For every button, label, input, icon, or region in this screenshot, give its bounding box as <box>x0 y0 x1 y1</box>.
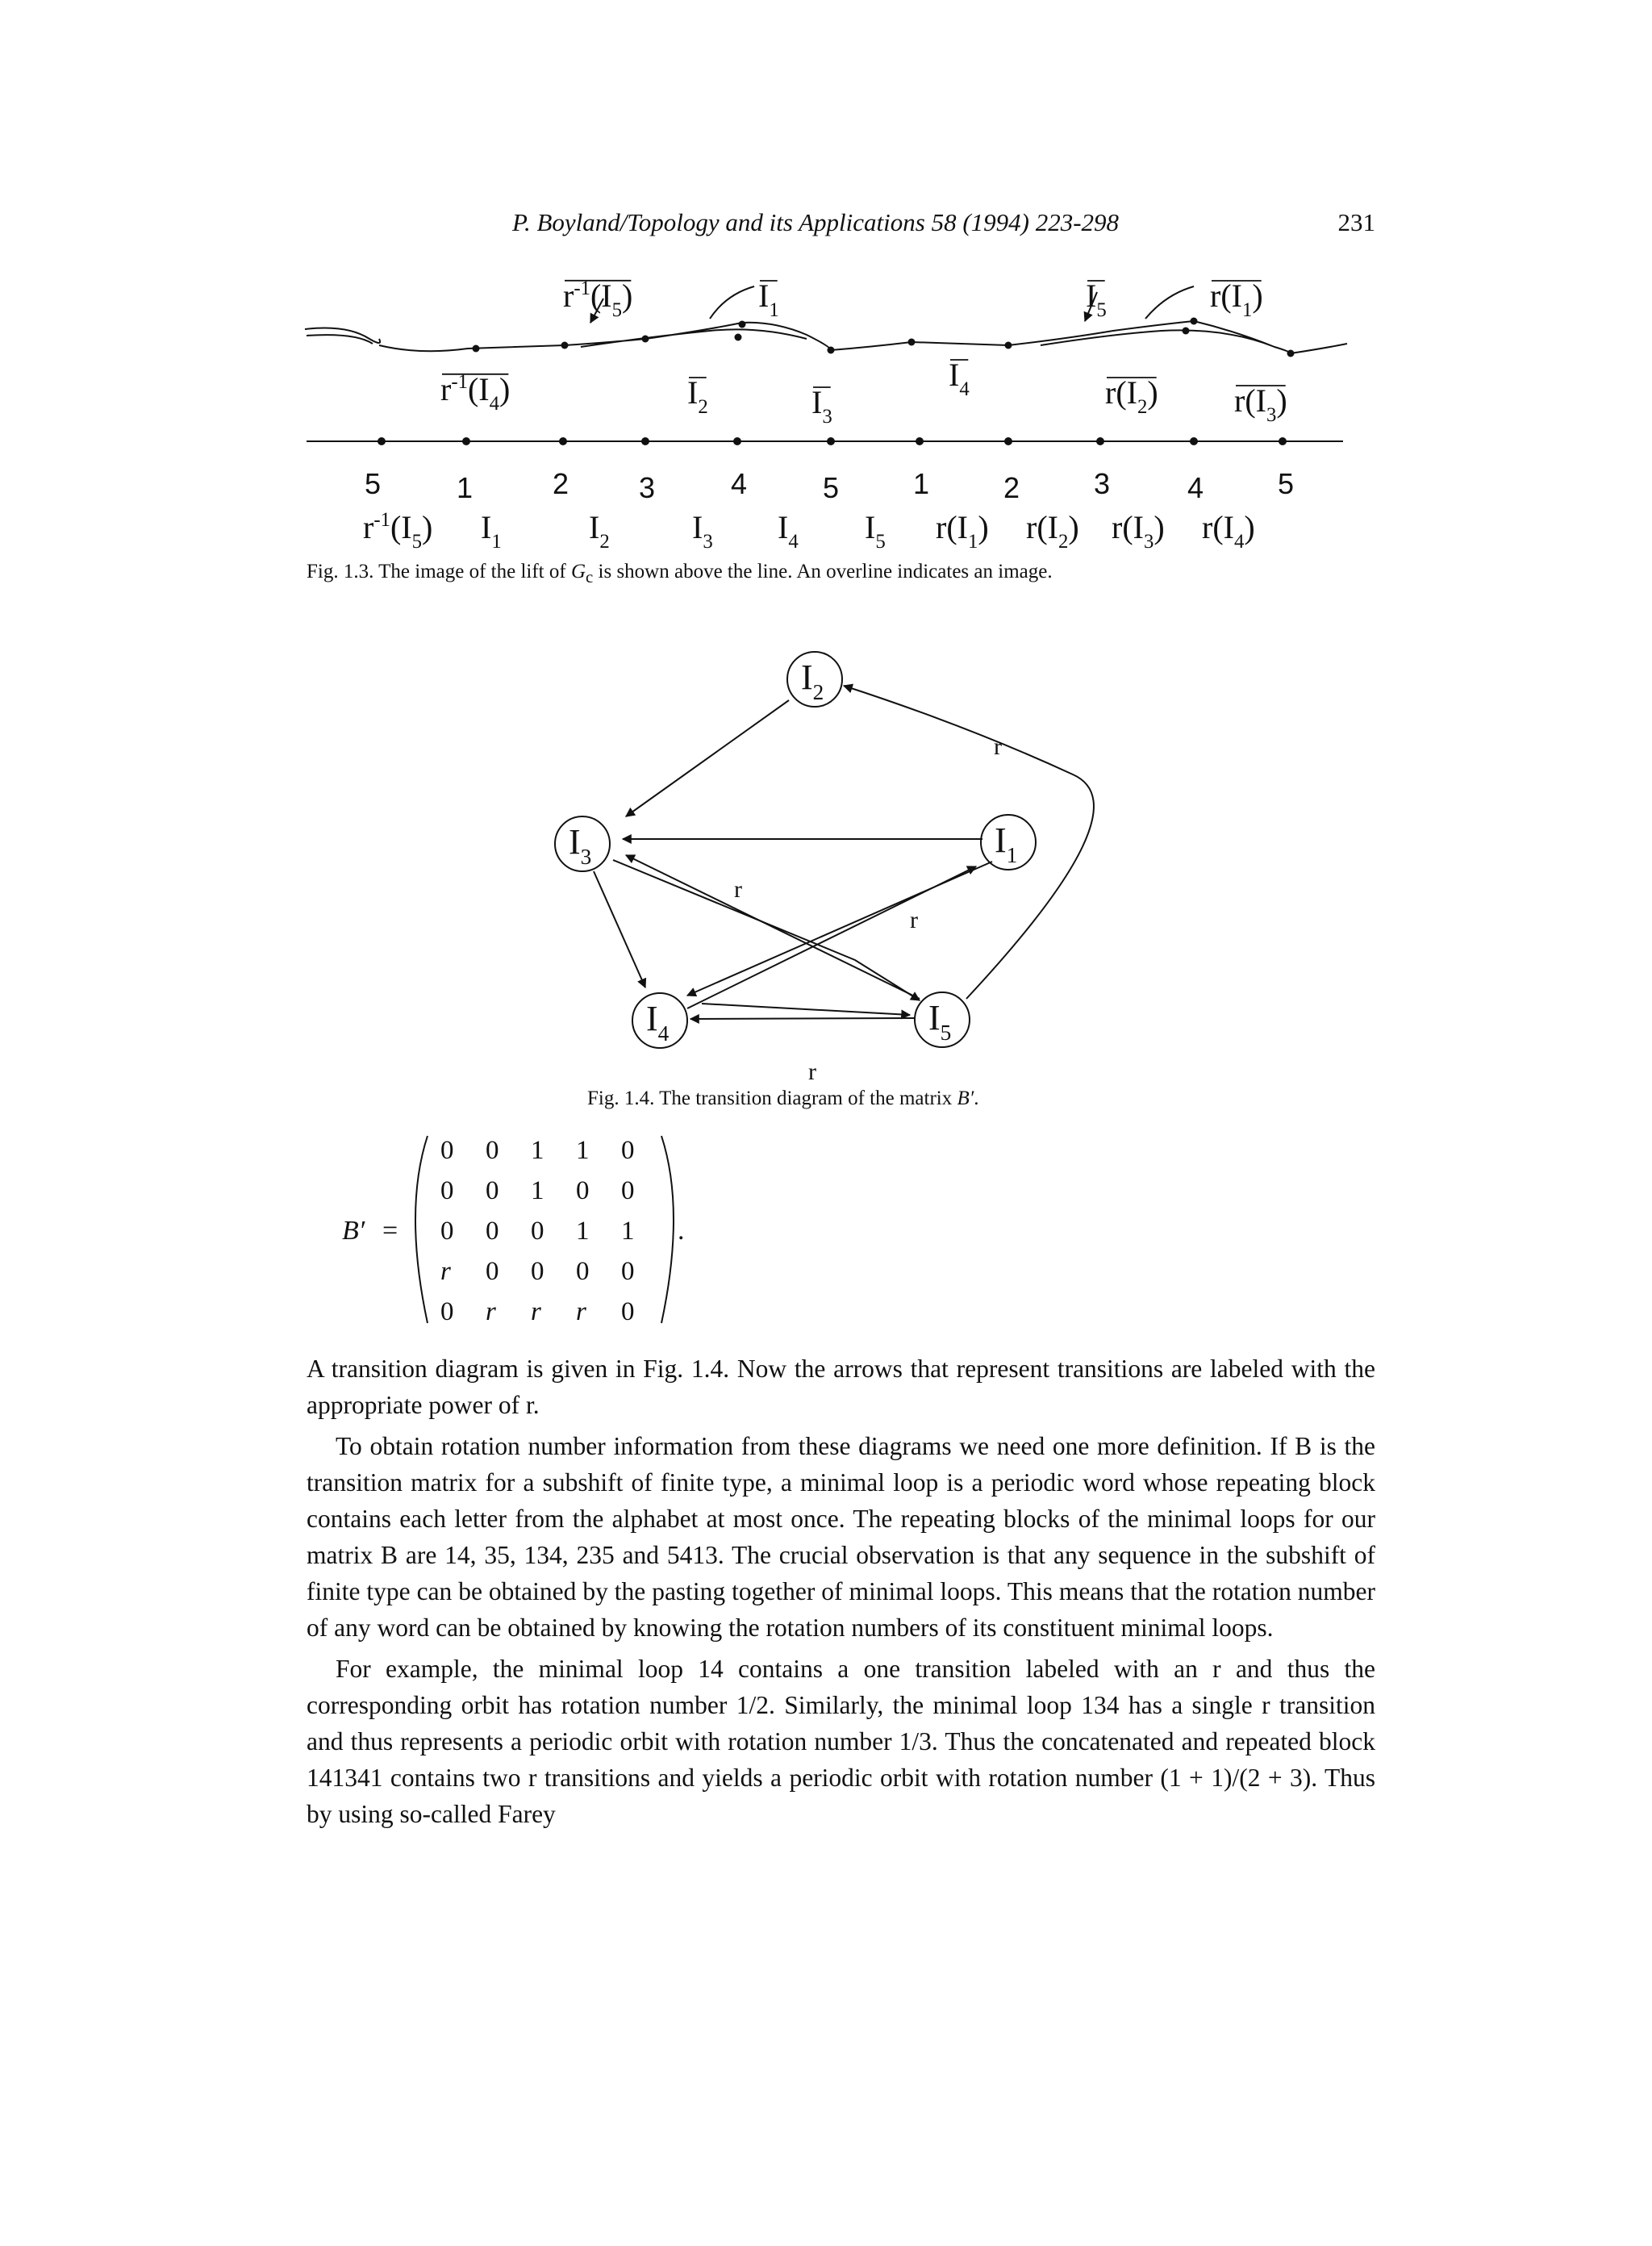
matrix-entry: r <box>531 1297 541 1326</box>
point-number: 3 <box>1094 467 1111 500</box>
image-curve <box>305 321 1347 353</box>
matrix-entry: 0 <box>440 1297 454 1326</box>
lift-point <box>1096 437 1104 445</box>
edge-i3-i5-path <box>613 860 920 1000</box>
lift-point <box>559 437 567 445</box>
curve-point <box>561 342 569 349</box>
matrix-entry: 1 <box>576 1217 590 1246</box>
point-number: 5 <box>365 467 382 500</box>
edge-i4-i5 <box>702 1004 910 1015</box>
matrix-entry: 1 <box>531 1136 544 1165</box>
matrix-entry: 1 <box>576 1136 590 1165</box>
matrix-terminator: . <box>678 1216 685 1246</box>
image-label-top: $I_1$ <box>758 278 779 321</box>
interval-label: $r(I_3)$ <box>1112 509 1165 553</box>
interval-label: $I_4$ <box>778 509 799 553</box>
lift-point <box>641 437 649 445</box>
figure-1-3-labels <box>363 278 1294 553</box>
paragraph-3: For example, the minimal loop 14 contains a one transition labeled with an r and thus the corresponding orbit has rotation number 1/2. Similarly, the minimal loop 134 has a single r transition and thus represents a periodic orbit with rotation number 1/3. Thus the concatenated and repeated block 141341 contains two r transitions and yields a periodic orbit with rotation number (1 + 1)/(2 + 3). Thus by using so-called Farey <box>307 1655 1375 1828</box>
interval-label: $I_1$ <box>481 509 502 553</box>
matrix-entry: r <box>440 1257 451 1286</box>
interval-label: $I_2$ <box>589 509 610 553</box>
matrix-entry: 0 <box>531 1217 544 1246</box>
matrix-entry: 0 <box>486 1257 499 1286</box>
curve-point <box>908 339 916 346</box>
image-label-mid: $r^{-1}(I_4)$ <box>440 370 511 415</box>
lift-point <box>916 437 924 445</box>
lift-point <box>1190 437 1198 445</box>
interval-label: $r(I_4)$ <box>1202 509 1255 553</box>
matrix-entries <box>342 1136 685 1326</box>
point-number: 3 <box>639 471 656 504</box>
matrix-b-prime <box>415 1136 674 1323</box>
image-label-mid: $r(I_3)$ <box>1234 382 1287 426</box>
point-number: 4 <box>731 467 748 500</box>
image-label-mid: $I_3$ <box>811 384 832 428</box>
curve-point <box>473 345 480 353</box>
lift-point <box>462 437 470 445</box>
paragraph-1: A transition diagram is given in Fig. 1.4. Now the arrows that represent transitions are labeled with the appropriate power of r. <box>307 1355 1375 1419</box>
edge-label-r: r <box>994 733 1002 760</box>
curve-point <box>642 336 649 343</box>
interval-label: $I_3$ <box>692 509 713 553</box>
image-label-mid: $I_2$ <box>687 374 708 418</box>
figure-1-4-caption: Fig. 1.4. The transition diagram of the matrix B′. <box>587 1088 979 1109</box>
figure-1-3-caption: Fig. 1.3. The image of the lift of $G_c$ is shown above the line. An overline indicates an image. <box>307 561 1053 587</box>
point-number: 4 <box>1187 471 1204 504</box>
image-label-top: $r^{-1}(I_5)$ <box>563 277 633 321</box>
state-label: $I_2$ <box>801 658 824 705</box>
curve-point <box>1191 318 1198 325</box>
edge-label-r: r <box>910 907 918 933</box>
state-label: $I_1$ <box>995 820 1018 868</box>
edge-i3-i4 <box>594 871 645 987</box>
matrix-entry: 0 <box>486 1136 499 1165</box>
matrix-entry: 0 <box>576 1176 590 1205</box>
point-number: 5 <box>1278 467 1295 500</box>
image-label-top: $I_5$ <box>1086 278 1107 321</box>
matrix-entry: 0 <box>531 1257 544 1286</box>
matrix-entry: 1 <box>621 1217 635 1246</box>
edge-i5-i2 <box>844 686 1094 999</box>
matrix-entry: r <box>576 1297 586 1326</box>
lift-point <box>733 437 741 445</box>
matrix-entry: 0 <box>621 1297 635 1326</box>
running-head: P. Boyland/Topology and its Applications 58 (1994) 223-298 <box>512 208 1120 236</box>
point-number: 5 <box>823 471 840 504</box>
edge-i2-i3 <box>626 700 789 816</box>
curve-point <box>1005 342 1012 349</box>
image-label-top: $r(I_1)$ <box>1210 278 1263 321</box>
matrix-entry: 0 <box>621 1176 635 1205</box>
image-label-mid: $I_4$ <box>949 357 970 400</box>
curve-point <box>739 321 746 328</box>
edge-label-r: r <box>734 876 742 903</box>
page-number: 231 <box>1337 208 1375 236</box>
interval-label: $r^{-1}(I_5)$ <box>363 508 433 553</box>
body-text <box>307 1351 1375 1837</box>
point-number: 1 <box>457 471 473 504</box>
point-number: 2 <box>553 467 569 500</box>
lift-point <box>378 437 386 445</box>
interval-label: $r(I_1)$ <box>936 509 989 553</box>
lift-point <box>1279 437 1287 445</box>
curve-point <box>1183 328 1190 335</box>
edge-i4-i1 <box>687 866 976 1008</box>
matrix-entry: 1 <box>531 1176 544 1205</box>
matrix-name: B′ <box>342 1216 365 1246</box>
state-label: $I_5$ <box>928 998 952 1046</box>
point-number: 1 <box>913 467 930 500</box>
matrix-entry: 0 <box>486 1176 499 1205</box>
interval-label: $I_5$ <box>865 509 886 553</box>
matrix-right-paren <box>661 1136 674 1323</box>
lift-point <box>827 437 835 445</box>
matrix-entry: 0 <box>576 1257 590 1286</box>
matrix-entry: 0 <box>440 1176 454 1205</box>
interval-label: $r(I_2)$ <box>1026 509 1079 553</box>
matrix-entry: 0 <box>440 1217 454 1246</box>
lift-point <box>1004 437 1012 445</box>
edge-i5-i4 <box>690 1018 915 1019</box>
matrix-entry: 0 <box>621 1257 635 1286</box>
matrix-entry: 0 <box>440 1136 454 1165</box>
matrix-left-paren <box>415 1136 428 1323</box>
leader-arrow <box>710 286 754 319</box>
paragraph-2: To obtain rotation number information from these diagrams we need one more definition. If B is the transition matrix for a subshift of finite type, a minimal loop is a periodic word whose repeating block contains each letter from the alphabet at most once. The repeating blocks of the minimal loops for our matrix B are 14, 35, 134, 235 and 5413. The crucial observation is that any sequence in the subshift of finite type can be obtained by the pasting together of minimal loops. This means that the rotation number of any word can be obtained by knowing the rotation numbers of its constituent minimal loops. <box>307 1432 1375 1642</box>
state-label: $I_4$ <box>646 999 670 1046</box>
matrix-entry: 0 <box>621 1136 635 1165</box>
curve-point <box>828 347 835 354</box>
curve-point <box>1287 350 1295 357</box>
matrix-entry: r <box>486 1297 496 1326</box>
edge-label-r: r <box>808 1058 816 1085</box>
matrix-entry: 0 <box>486 1217 499 1246</box>
matrix-equals: = <box>382 1216 398 1246</box>
edge-i5-i3 <box>626 855 920 999</box>
figure-1-4-labels <box>569 658 1017 1085</box>
point-number: 2 <box>1003 471 1020 504</box>
state-label: $I_3$ <box>569 822 592 870</box>
curve-point <box>735 334 742 341</box>
leader-arrow <box>1145 286 1194 319</box>
image-label-mid: $r(I_2)$ <box>1105 374 1158 418</box>
